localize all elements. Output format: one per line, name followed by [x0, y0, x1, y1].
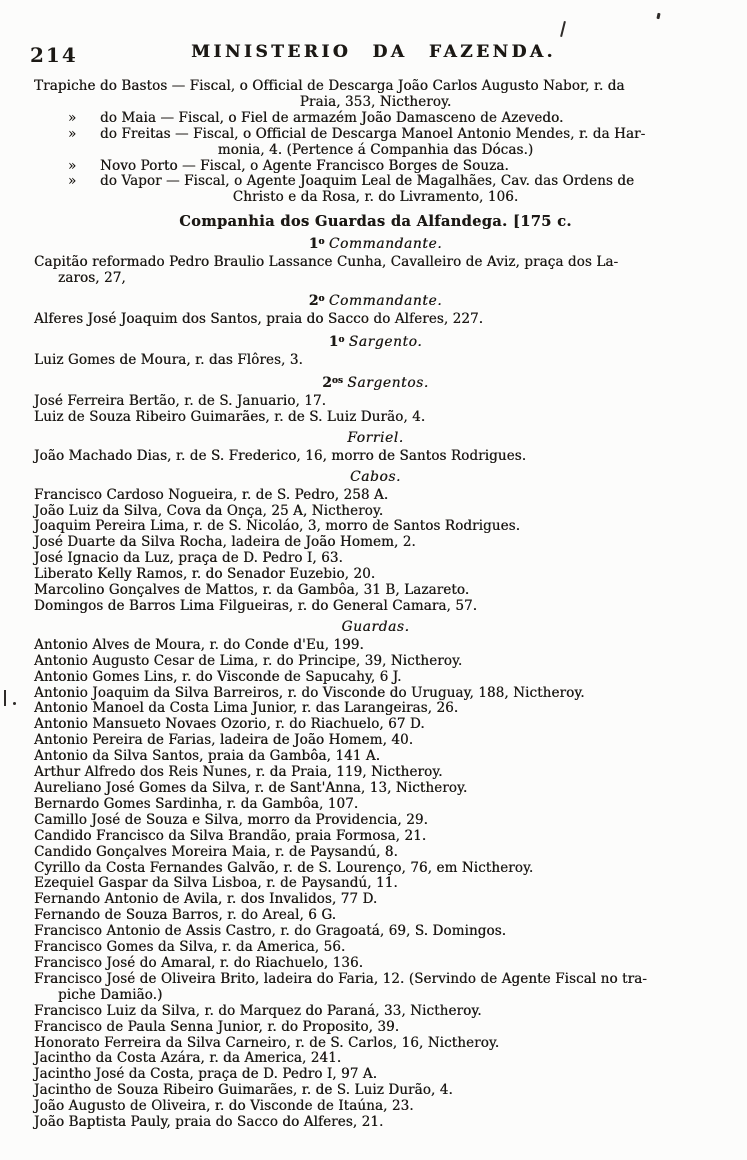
directory-line: Capitão reformado Pedro Braulio Lassance Cunha, Cavalleiro de Aviz, praça dos La-	[34, 254, 619, 271]
directory-line: Antonio Pereira de Farias, ladeira de João Homem, 40.	[34, 732, 414, 749]
section-title: Companhia dos Guardas da Alfandega. [175 c.	[179, 213, 572, 231]
rank-label: Sargentos.	[347, 374, 429, 391]
trapiche-entry-line: Trapiche do Bastos — Fiscal, o Official de Descarga João Carlos Augusto Nabor, r. da	[34, 78, 625, 94]
directory-line: Cyrillo da Costa Fernandes Galvão, r. de S. Lourenço, 76, em Nictheroy.	[34, 859, 534, 876]
directory-line: Jacintho da Costa Azára, r. da America, 241.	[34, 1050, 342, 1067]
directory-line: Antonio da Silva Santos, praia da Gambôa, 141 A.	[34, 748, 381, 765]
scan-artifact	[13, 702, 16, 705]
directory-line: Camillo José de Souza e Silva, morro da Providencia, 29.	[34, 811, 428, 828]
directory-line: Luiz de Souza Ribeiro Guimarães, r. de S. Luiz Durão, 4.	[34, 408, 426, 425]
directory-line: Fernando de Souza Barros, r. do Areal, 6 G.	[34, 907, 337, 924]
directory-line: Antonio Joaquim da Silva Barreiros, r. do Visconde do Uruguay, 188, Nictheroy.	[34, 684, 585, 701]
directory-line: Alferes José Joaquim dos Santos, praia do Sacco do Alferes, 227.	[34, 311, 484, 328]
directory-line: João Baptista Pauly, praia do Sacco do Alferes, 21.	[34, 1114, 384, 1131]
rank-ordinal: o	[338, 334, 345, 345]
directory-line: Candido Francisco da Silva Brandão, praia Formosa, 21.	[34, 827, 427, 844]
rank-label: Commandante.	[328, 236, 443, 253]
rank-heading	[34, 332, 717, 350]
directory-line: Aureliano José Gomes da Silva, r. de Sant'Anna, 13, Nictheroy.	[34, 780, 468, 796]
directory-line: Francisco de Paula Senna Junior, r. do Proposito, 39.	[34, 1018, 400, 1035]
trapiche-entry-line	[34, 127, 717, 143]
rank-label: Commandante.	[328, 293, 443, 310]
directory-line: Francisco Gomes da Silva, r. da America, 56.	[34, 939, 346, 956]
directory-line: Domingos de Barros Lima Filgueiras, r. do General Camara, 57.	[34, 597, 478, 614]
directory-line: João Augusto de Oliveira, r. do Visconde de Itaúna, 23.	[34, 1098, 414, 1115]
rank-ordinal: o	[318, 294, 325, 305]
rank-heading	[34, 619, 717, 635]
rank-number: 2	[322, 374, 332, 391]
rank-label: Cabos.	[350, 468, 401, 485]
scan-artifact	[656, 13, 660, 19]
page-number: 214	[30, 43, 78, 67]
trapiche-entry-text: do Maia — Fiscal, o Fiel de armazém João Damasceno de Azevedo.	[100, 109, 564, 126]
ditto-mark: »	[68, 109, 77, 126]
trapiche-entry-continuation: Christo e da Rosa, r. do Livramento, 106.	[232, 189, 519, 206]
trapiche-entry-continuation: monia, 4. (Pertence á Companhia das Dócas.)	[217, 141, 534, 158]
directory-line: Francisco Luiz da Silva, r. do Marquez do Paraná, 33, Nictheroy.	[34, 1002, 482, 1019]
rank-label: Guardas.	[341, 618, 410, 635]
trapiche-entry-line	[34, 159, 717, 175]
directory-line: Ezequiel Gaspar da Silva Lisboa, r. de Paysandú, 11.	[34, 875, 398, 892]
directory-line: Luiz Gomes de Moura, r. das Flôres, 3.	[34, 351, 303, 368]
directory-line: Liberato Kelly Ramos, r. do Senador Euzebio, 20.	[34, 566, 376, 583]
directory-line: Antonio Mansueto Novaes Ozorio, r. do Riachuelo, 67 D.	[34, 716, 425, 733]
directory-line: Honorato Ferreira da Silva Carneiro, r. de S. Carlos, 16, Nictheroy.	[34, 1034, 500, 1051]
directory-line: Jacintho José da Costa, praça de D. Pedro I, 97 A.	[34, 1066, 378, 1083]
directory-line: Francisco Cardoso Nogueira, r. de S. Pedro, 258 A.	[34, 486, 389, 503]
directory-line: Jacintho de Souza Ribeiro Guimarães, r. de S. Luiz Durão, 4.	[34, 1082, 453, 1099]
directory-line: José Ferreira Bertão, r. de S. Januario, 17.	[34, 392, 326, 409]
directory-line: Joaquim Pereira Lima, r. de S. Nicoláo, 3, morro de Santos Rodrigues.	[34, 518, 521, 535]
rank-label: Forriel.	[347, 429, 404, 446]
rank-number: 1	[328, 333, 339, 350]
trapiche-entry-text: do Freitas — Fiscal, o Official de Descarga Manoel Antonio Mendes, r. da Har-	[100, 125, 646, 142]
scan-artifact	[4, 690, 6, 706]
directory-line: Fernando Antonio de Avila, r. dos Invalidos, 77 D.	[34, 891, 378, 908]
rank-number: 2	[308, 293, 319, 310]
rank-label: Sargento.	[348, 333, 423, 350]
directory-line: Arthur Alfredo dos Reis Nunes, r. da Praia, 119, Nictheroy.	[34, 764, 443, 781]
scan-artifact	[560, 21, 566, 37]
directory-line: Bernardo Gomes Sardinha, r. da Gambôa, 107.	[34, 795, 359, 812]
guardas-list	[34, 638, 717, 1131]
directory-line: Francisco José de Oliveira Brito, ladeira do Faria, 12. (Servindo de Agente Fiscal no tra-	[34, 970, 647, 987]
ditto-mark: »	[68, 125, 77, 142]
directory-line: Antonio Alves de Moura, r. do Conde d'Eu, 199.	[34, 636, 364, 653]
rank-heading	[34, 234, 717, 252]
directory-line-continuation: zaros, 27,	[58, 270, 126, 287]
directory-line: João Machado Dias, r. de S. Frederico, 16, morro de Santos Rodrigues.	[34, 447, 527, 464]
rank-ordinal: o	[318, 237, 325, 248]
directory-line: João Luiz da Silva, Cova da Onça, 25 A, Nictheroy.	[34, 502, 384, 519]
directory-line: Antonio Manoel da Costa Lima Junior, r. das Larangeiras, 26.	[34, 700, 459, 717]
directory-line: Francisco Antonio de Assis Castro, r. do Gragoatá, 69, S. Domingos.	[34, 923, 507, 940]
directory-line-continuation: piche Damião.)	[58, 986, 163, 1003]
ditto-mark: »	[68, 173, 77, 190]
directory-line: José Duarte da Silva Rocha, ladeira de João Homem, 2.	[34, 534, 416, 551]
page-content	[34, 79, 717, 1131]
rank-heading	[34, 430, 717, 446]
trapiche-list	[34, 79, 717, 206]
directory-line: Antonio Augusto Cesar de Lima, r. do Principe, 39, Nictheroy.	[34, 652, 463, 669]
trapiche-entry-text: Novo Porto — Fiscal, o Agente Francisco Borges de Souza.	[100, 157, 509, 174]
directory-line: Antonio Gomes Lins, r. do Visconde de Sapucahy, 6 J.	[34, 668, 402, 685]
directory-line: José Ignacio da Luz, praça de D. Pedro I, 63.	[34, 550, 343, 567]
directory-line: Candido Gonçalves Moreira Maia, r. de Paysandú, 8.	[34, 843, 398, 860]
directory-line: Marcolino Gonçalves de Mattos, r. da Gambôa, 31 B, Lazareto.	[34, 582, 470, 599]
trapiche-entry-line	[34, 174, 717, 190]
rank-ordinal: os	[331, 375, 343, 386]
rank-heading	[34, 469, 717, 485]
directory-line: Francisco José do Amaral, r. do Riachuelo, 136.	[34, 954, 364, 971]
rank-heading	[34, 291, 717, 309]
page-header	[0, 42, 747, 66]
ditto-mark: »	[68, 157, 77, 174]
running-header: MINISTERIO DA FAZENDA.	[191, 42, 556, 62]
rank-number: 1	[308, 236, 319, 253]
cabos-list	[34, 488, 717, 615]
rank-heading	[34, 373, 717, 391]
trapiche-entry-text: do Vapor — Fiscal, o Agente Joaquim Leal de Magalhães, Cav. das Ordens de	[100, 173, 635, 190]
trapiche-entry-continuation: Praia, 353, Nictheroy.	[299, 93, 452, 110]
trapiche-entry-line	[34, 111, 717, 127]
